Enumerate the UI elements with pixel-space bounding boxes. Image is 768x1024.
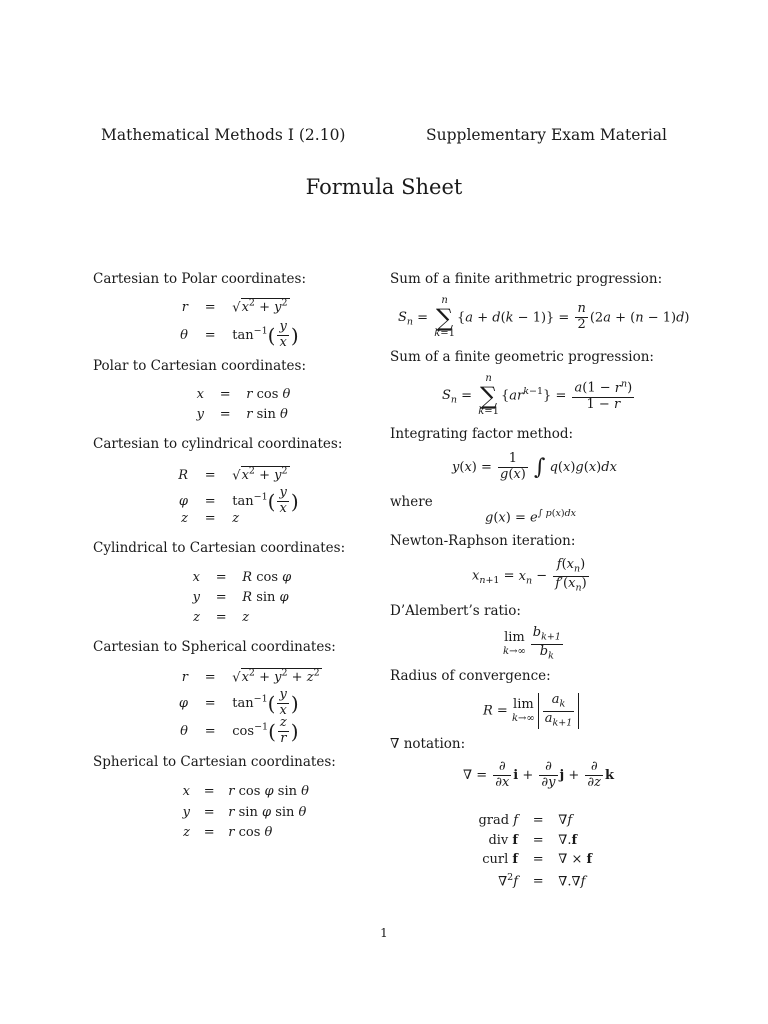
cyl-x-equation: x = R cos φ [192,570,292,585]
cyl-phi-equation: $\varphi = \tan^{-1}$( $\frac{y}{x}$ ) [178,485,299,516]
cylindrical-label: Cartesian to cylindrical coordinates: [93,436,343,452]
page-number: 1 [380,926,388,940]
nabla-label: ∇ notation: [390,736,466,752]
cyl-z-equation: z = z [181,511,240,526]
sph-to-cartesian-label: Spherical to Cartesian coordinates: [93,754,336,770]
geometric-sum-equation: $S_n = n$ ∑ $k=1\{ar^{k-1}\}$ = $\frac{a(1 - r^n)}{1 - r}$ [442,373,633,418]
sph-r-equation: $r = √x^2 + y^2 + z^2$ [181,668,320,686]
arithmetic-label: Sum of a finite arithmetric progression: [390,271,663,287]
header-exam-label: Supplementary Exam Material [426,126,667,144]
cyl-R-equation: $R = √x^2 + y^2$ [178,466,288,484]
sph-z-equation: z = r cos θ [183,825,273,840]
polar-r-equation: $r = √x^2 + y^2$ [181,298,288,316]
radius-equation: R = lim k→∞ $\frac{a_k}{a_{k+1}}$ [483,693,579,729]
sph-x-equation: x = r cos φ sin θ [182,784,309,799]
integrating-factor-label: Integrating factor method: [390,426,574,442]
polar-label: Cartesian to Polar coordinates: [93,271,307,287]
spherical-label: Cartesian to Spherical coordinates: [93,639,336,655]
dalembert-label: D’Alembert’s ratio: [390,603,521,619]
polar-to-cartesian-label: Polar to Cartesian coordinates: [93,358,307,374]
header-course-title: Mathematical Methods I (2.10) [101,126,346,144]
nabla-icon: ∇ [390,736,400,752]
arithmetic-sum-equation: $S_n = n$ ∑ k=1{a + d(k − 1)} = $\frac{n}{2}$ (2a + (n − 1)d) [398,295,690,340]
polar-y-equation: y = r sin θ [196,407,288,422]
sph-theta-equation: $\theta = \cos^{-1}$( $\frac{z}{r}$ ) [180,715,299,746]
dalembert-equation: lim k→∞ $\frac{b_{k+1}}{b_k}$ [503,625,561,662]
cyl-z2-equation: z = z [193,610,250,625]
cyl-to-cartesian-label: Cylindrical to Cartesian coordinates: [93,540,346,556]
newton-raphson-equation: $x_{n+1} = x_n$ − $\frac{f(x_n)}{f'(x_n)}$ [472,557,587,594]
nabla-definition-equation: ∇ = $\frac{\partial}{\partial x}$ i + $\frac{\partial}{\partial y}$ j + $\frac{\partial}{\partial z}$ k [463,759,614,790]
sph-phi-equation: $\varphi = \tan^{-1}$( $\frac{y}{x}$ ) [178,687,299,718]
polar-theta-equation: $\theta = \tan^{-1}$( $\frac{y}{x}$ ) [180,319,299,350]
laplacian-equation: ∇$^2$f = ∇.∇f [498,872,586,890]
page-title: Formula Sheet [305,175,463,199]
curl-equation: curl f = ∇ × f [482,852,593,867]
where-label: where [390,494,433,510]
polar-x-equation: x = r cos θ [196,387,291,402]
sph-y-equation: y = r sin φ sin θ [182,805,307,820]
cyl-y-equation: y = R sin φ [192,590,289,605]
grad-equation: grad f = ∇f [478,813,573,828]
g-definition-equation: $g(x) = e^{\int p(x)dx}$ [485,508,577,526]
newton-raphson-label: Newton-Raphson iteration: [390,533,576,549]
radius-label: Radius of convergence: [390,668,551,684]
div-equation: div f = ∇.f [488,833,578,848]
integrating-factor-equation: y(x) = $\frac{1}{g(x)}$ ∫ q(x)g(x)dx [452,451,617,482]
geometric-label: Sum of a finite geometric progression: [390,349,654,365]
